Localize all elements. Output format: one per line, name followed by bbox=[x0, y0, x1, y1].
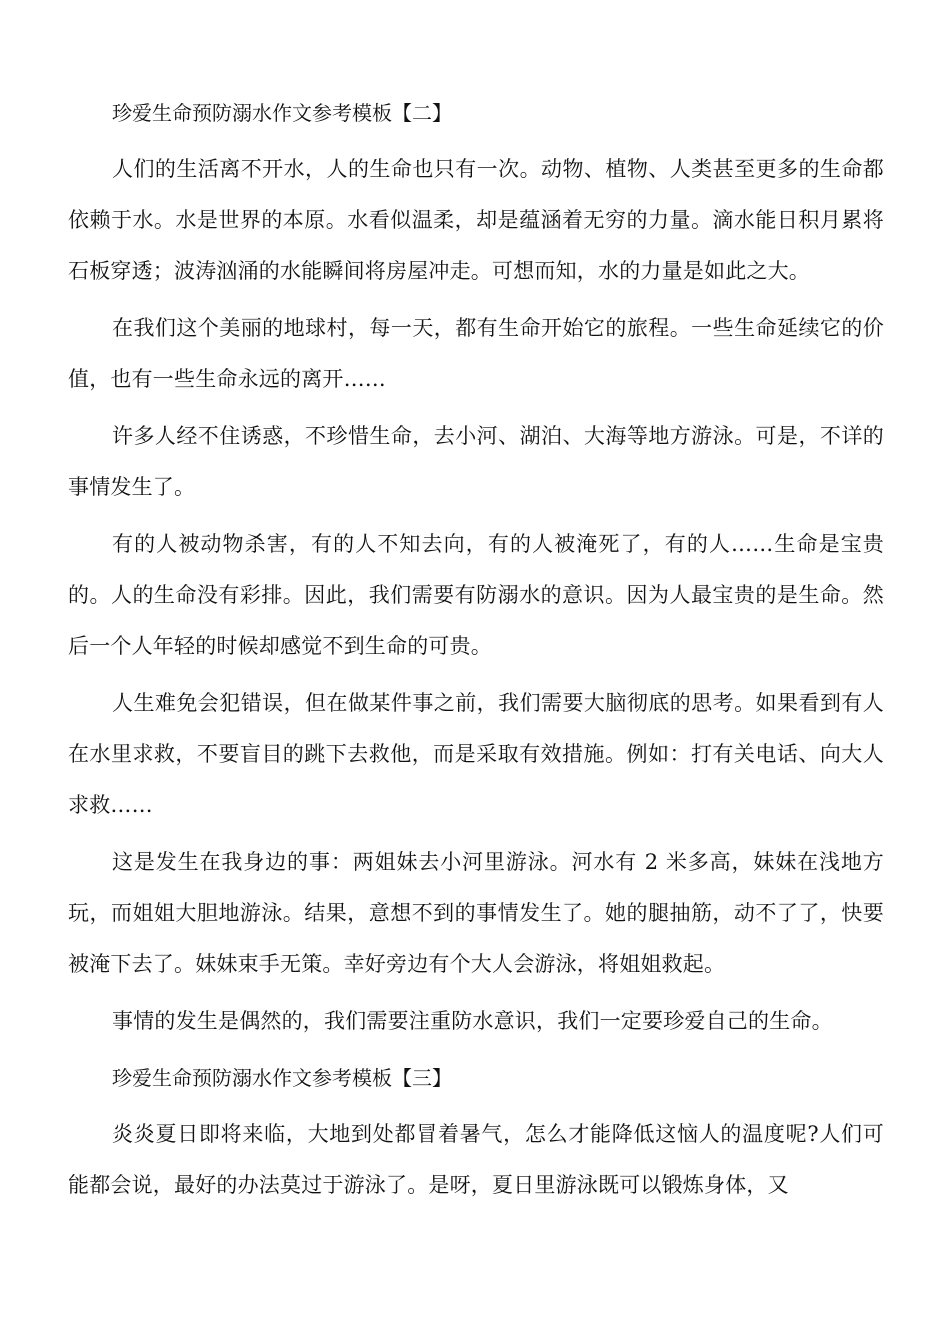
paragraph-earth-village: 在我们这个美丽的地球村，每一天，都有生命开始它的旅程。一些生命延续它的价值，也有一些生命永远的离开…… bbox=[68, 316, 884, 391]
paragraph-life-precious: 有的人被动物杀害，有的人不知去向，有的人被淹死了，有的人……生命是宝贵的。人的生命没有彩排。因此，我们需要有防溺水的意识。因为人最宝贵的是生命。然后一个人年轻的时候却感觉不到生命的可贵。 bbox=[68, 532, 884, 658]
section-heading-2: 珍爱生命预防溺水作文参考模板【二】 bbox=[112, 101, 452, 125]
paragraph-water-life: 人们的生活离不开水，人的生命也只有一次。动物、植物、人类甚至更多的生命都依赖于水。水是世界的本原。水看似温柔，却是蕴涵着无穷的力量。滴水能日积月累将石板穿透；波涛汹涌的水能瞬间将房屋冲走。可想而知，水的力量是如此之大。 bbox=[68, 157, 884, 283]
paragraph-sisters-story: 这是发生在我身边的事：两姐妹去小河里游泳。河水有 2 米多高，妹妹在浅地方玩，而姐姐大胆地游泳。结果，意想不到的事情发生了。她的腿抽筋，动不了了，快要被淹下去了。妹妹束手无策。幸好旁边有个大人会游泳，将姐姐救起。 bbox=[68, 850, 884, 976]
paragraph-summer-swimming: 炎炎夏日即将来临，大地到处都冒着暑气，怎么才能降低这恼人的温度呢?人们可能都会说，最好的办法莫过于游泳了。是呀，夏日里游泳既可以锻炼身体，又 bbox=[68, 1122, 884, 1197]
document-page bbox=[68, 88, 884, 1217]
paragraph-think-first: 人生难免会犯错误，但在做某件事之前，我们需要大脑彻底的思考。如果看到有人在水里求救，不要盲目的跳下去救他，而是采取有效措施。例如：打有关电话、向大人求救…… bbox=[68, 691, 884, 817]
paragraph-temptation: 许多人经不住诱惑，不珍惜生命，去小河、湖泊、大海等地方游泳。可是，不详的事情发生了。 bbox=[68, 424, 884, 499]
paragraph-conclusion: 事情的发生是偶然的，我们需要注重防水意识，我们一定要珍爱自己的生命。 bbox=[112, 1009, 833, 1033]
section-heading-3: 珍爱生命预防溺水作文参考模板【三】 bbox=[112, 1066, 452, 1090]
